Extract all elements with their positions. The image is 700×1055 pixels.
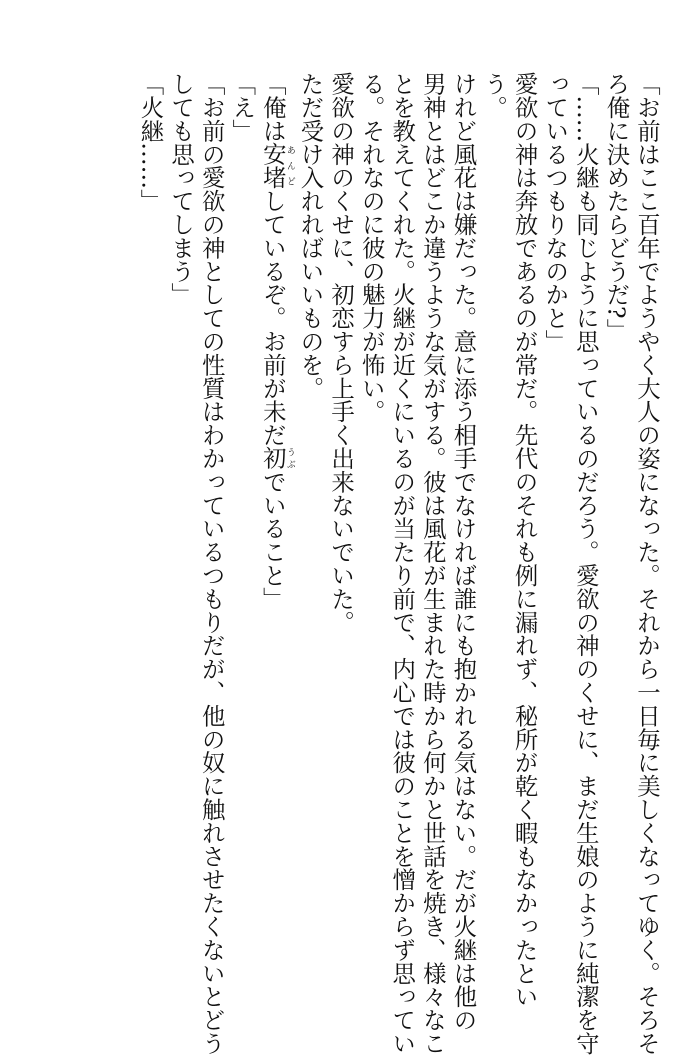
- text-line: 男神とはどこか違うような気がする。彼は風花が生まれた時から何かと世話を焼き、様々なこ: [418, 72, 447, 1055]
- ruby-line-content: 「俺は安堵あんどしているぞ。お前が未だ初うぶでいること」: [258, 72, 295, 611]
- vertical-text-body: [135, 72, 662, 1055]
- text-line: 「……火継も同じように思っているのだろう。愛欲の神のくせに、まだ生娘のように純潔を守: [571, 72, 600, 1055]
- ruby-ubu: 初うぶ: [258, 446, 295, 470]
- text-line: 愛欲の神のくせに、初恋すら上手く出来ないでいた。: [327, 72, 356, 634]
- text-line: っているつもりなのかと」: [541, 72, 570, 353]
- text-line: 「お前はここ百年でようやく大人の姿になった。それから一日毎に美しくなってゆく。そろそ: [633, 72, 661, 1055]
- text-line: ろ俺に決めたらどうだ?」: [602, 72, 631, 342]
- text-line-ruby-anzu: [257, 72, 295, 1002]
- text-line: る。それなのに彼の魅力が怖い。: [357, 72, 386, 423]
- text-line: 「え」: [228, 72, 257, 143]
- text-line: けれど風花は嫌だった。意に添う相手でなければ誰にも抱かれる気はない。だが火継は他の: [449, 72, 478, 1032]
- text-line: 「火継……」: [136, 72, 165, 213]
- text-line: とを教えてくれた。火継が近くにいるのが当たり前で、内心では彼のことを憎からず思ってい: [388, 72, 417, 1055]
- text-line: 愛欲の神は奔放であるのが常だ。先代のそれも例に漏れず、秘所が乾く暇もなかったとい: [510, 72, 539, 1008]
- text-line: ただ受け入れればいいものを。: [296, 72, 325, 400]
- text-line: う。: [480, 72, 509, 119]
- ruby-anzu-reading: あんど: [284, 142, 295, 190]
- ruby-anzu: 安堵あんど: [258, 142, 295, 190]
- ruby-ubu-reading: うぶ: [284, 446, 295, 470]
- text-line: しても思ってしまう」: [167, 72, 196, 306]
- text-line: 「お前の愛欲の神としての性質はわかっているつもりだが、他の奴に触れさせたくないとどう: [197, 72, 226, 1055]
